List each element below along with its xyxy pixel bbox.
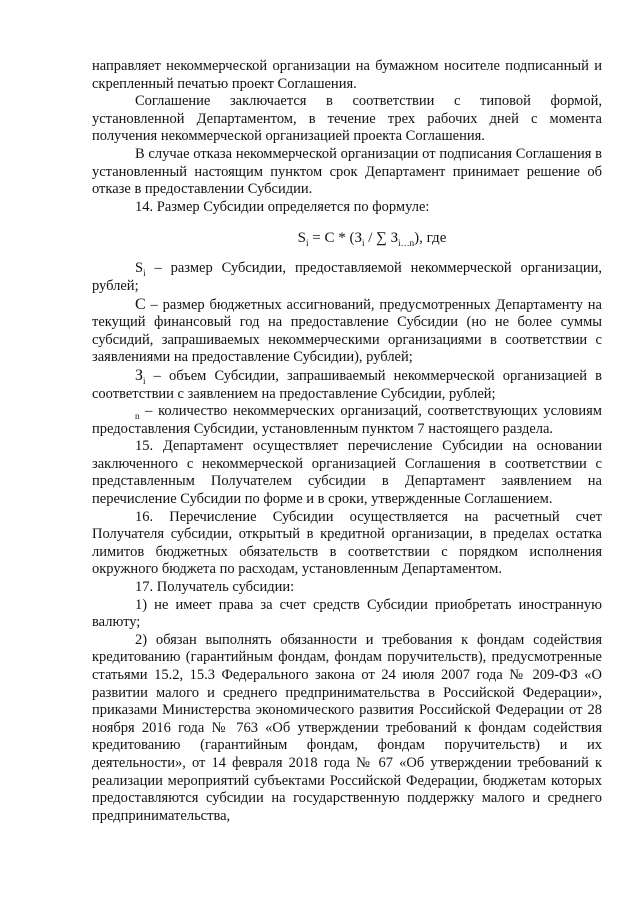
paragraph-item-17-2: 2) обязан выполнять обязанности и требования к фондам содействия кредитованию (гарантийным фондам, фондам поручительств), предусмотренные статьями 15.2, 15.3 Федерального закона от 24 июля 2007 года № 209-ФЗ «О развитии малого и среднего предпринимательства в Российской Федерации», приказами Министерства экономического развития Российской Федерации от 28 ноября 2016 года № 763 «Об утверждении требований к фондам содействия кредитованию (гарантийным фондам, фондам поручительств) и их деятельности», от 14 февраля 2018 года № 67 «Об утверждении требований к реализации мероприятий субъектами Российской Федерации, бюджетам которых предоставляются субсидии на государственную поддержку малого и среднего предпринимательства, xyxy=(92,631,602,824)
formula-tail: ), где xyxy=(414,230,447,247)
definition-s xyxy=(92,260,602,295)
paragraph-item-17-1: 1) не имеет права за счет средств Субсидии приобретать иностранную валюту; xyxy=(92,596,602,631)
formula-sum: / ∑ З xyxy=(364,230,399,247)
definition-n xyxy=(92,403,602,438)
symbol-c: С xyxy=(135,295,146,313)
paragraph-item-16: 16. Перечисление Субсидии осуществляется на расчетный счет Получателя субсидии, открытый в кредитной организации, в пределах остатка лимитов бюджетных обязательств в соответствии с порядком исполнения окружного бюджета по расходам, установленным Департаментом. xyxy=(92,508,602,578)
paragraph-continuation: направляет некоммерческой организации на бумажном носителе подписанный и скрепленный печатью проект Соглашения. xyxy=(92,58,602,92)
definition-c xyxy=(92,296,602,367)
symbol-n: n xyxy=(135,410,140,421)
definition-c-text: – размер бюджетных ассигнований, предусмотренных Департаменту на текущий финансовый год на предоставление Субсидии (но не более суммы субсидий, запрашиваемых некоммерческими организациями в соответствии с заявлениями на предоставление Субсидии), рублей; xyxy=(92,296,602,366)
paragraph-refusal: В случае отказа некоммерческой организации от подписания Соглашения в установленный настоящим пунктом срок Департамент принимает решение об отказе в предоставлении Субсидии. xyxy=(92,145,602,198)
paragraph-item-14: 14. Размер Субсидии определяется по формуле: xyxy=(135,198,430,215)
symbol-s: S xyxy=(135,260,144,277)
subsidy-formula xyxy=(92,228,602,248)
symbol-z: З xyxy=(135,366,144,384)
formula-sum-sub: i…n xyxy=(398,238,415,249)
paragraph-agreement-form: Соглашение заключается в соответствии с типовой формой, установленной Департаментом, в течение трех рабочих дней с момента получения некоммерческой организацией проекта Соглашения. xyxy=(92,93,602,145)
formula-eq: = C * (З xyxy=(308,230,362,247)
paragraph-item-17: 17. Получатель субсидии: xyxy=(135,579,295,596)
definition-n-text: – количество некоммерческих организаций, соответствующих условиям предоставления Субсидии, установленным пунктом 7 настоящего раздела. xyxy=(92,403,602,437)
symbol-s-sub: i xyxy=(143,268,146,279)
symbol-z-sub: i xyxy=(143,375,146,386)
definition-z-text: – объем Субсидии, запрашиваемый некоммерческой организацией в соответствии с заявлением на предоставление Субсидии, рублей; xyxy=(92,367,602,402)
formula-z-sub: i xyxy=(361,238,365,249)
formula-lhs: S xyxy=(297,230,306,247)
definition-s-text: – размер Субсидии, предоставляемой некоммерческой организации, рублей; xyxy=(92,260,602,294)
paragraph-item-15: 15. Департамент осуществляет перечисление Субсидии на основании заключенного с некоммерческой организацией Соглашения в соответствии с представленным Получателем субсидии в Департамент заявлением на перечисление Субсидии по форме и в сроки, утвержденные Соглашением. xyxy=(92,438,602,508)
formula-lhs-sub: i xyxy=(305,238,309,249)
definition-z xyxy=(92,367,602,403)
